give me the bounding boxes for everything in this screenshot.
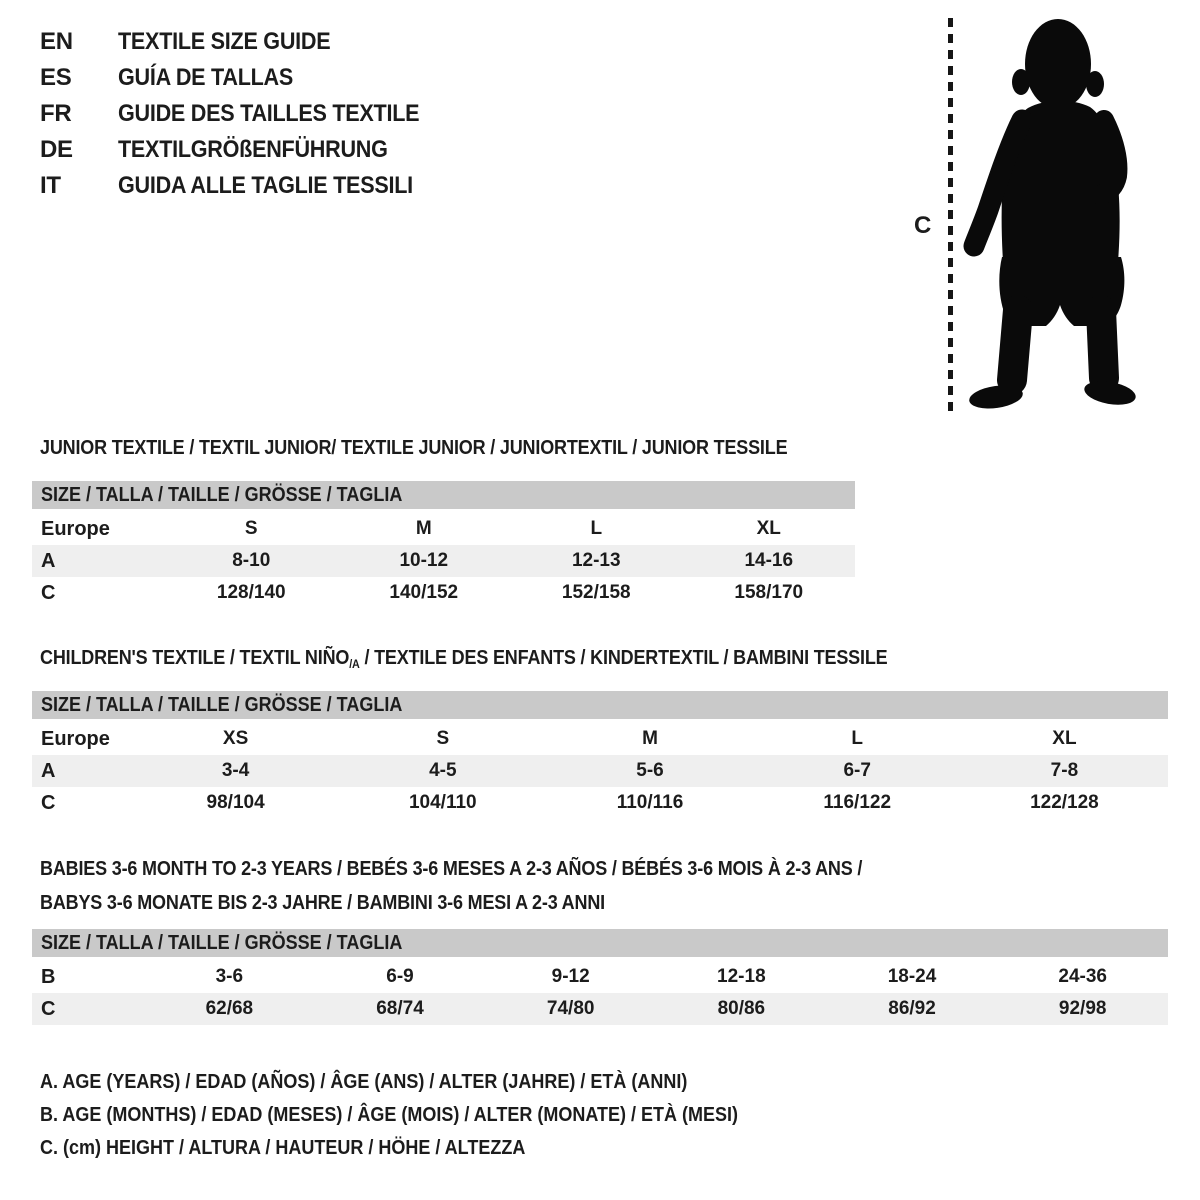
table-cell: 24-36 — [1058, 966, 1107, 987]
junior-section-title — [40, 437, 870, 460]
table-cell: 6-9 — [386, 966, 414, 987]
table-cell: 116/122 — [823, 792, 892, 813]
guide-title: TEXTILGRÖßENFÜHRUNG — [118, 136, 388, 163]
footnote-a-row — [40, 1066, 816, 1099]
table-cell: S — [436, 728, 450, 749]
table-cell: 3-4 — [221, 760, 250, 781]
table-cell: 122/128 — [1030, 792, 1099, 813]
table-cell: 86/92 — [888, 998, 936, 1019]
table-row-height — [32, 787, 1168, 819]
babies-title-line1-row — [40, 852, 954, 886]
language-code: FR — [40, 100, 72, 127]
table-row-months — [32, 961, 1168, 993]
table-cell: 110/116 — [616, 792, 684, 813]
guide-title: GUIDA ALLE TAGLIE TESSILI — [118, 172, 413, 199]
language-code: EN — [40, 28, 73, 55]
row-label: A — [41, 549, 56, 572]
table-cell: 10-12 — [399, 550, 449, 571]
babies-section-title — [40, 852, 954, 920]
language-row-en — [40, 24, 453, 60]
language-code: DE — [40, 136, 73, 163]
table-cell: 3-6 — [215, 966, 244, 987]
language-code: IT — [40, 172, 61, 199]
babies-title-line1: BABIES 3-6 MONTH TO 2-3 YEARS / BEBÉS 3-6 MESES A 2-3 AÑOS / BÉBÉS 3-6 MOIS À 2-3 ANS / — [40, 857, 863, 880]
table-cell: S — [244, 518, 258, 539]
table-row-age — [32, 545, 855, 577]
table-cell: XL — [756, 518, 781, 539]
table-cell: 14-16 — [744, 550, 794, 571]
language-row-de — [40, 132, 453, 168]
language-row-es — [40, 60, 453, 96]
row-label: C — [41, 581, 56, 604]
guide-title: TEXTILE SIZE GUIDE — [118, 28, 331, 55]
table-cell: 152/158 — [561, 582, 631, 603]
table-cell: 7-8 — [1050, 760, 1079, 781]
table-cell: 80/86 — [717, 998, 766, 1019]
height-dashed-line — [948, 18, 953, 416]
row-label: Europe — [41, 727, 110, 750]
footnote-a: A. AGE (YEARS) / EDAD (AÑOS) / ÂGE (ANS) / ALTER (JAHRE) / ETÀ (ANNI) — [40, 1071, 688, 1093]
table-cell: XS — [222, 728, 249, 749]
table-cell: 128/140 — [216, 582, 286, 603]
guide-title: GUÍA DE TALLAS — [118, 64, 294, 91]
babies-title-line2-row — [40, 886, 954, 920]
table-row-europe — [32, 723, 1168, 755]
table-cell: 98/104 — [206, 792, 265, 813]
table-cell: L — [851, 728, 864, 749]
language-row-fr — [40, 96, 453, 132]
toddler-silhouette-icon — [958, 12, 1150, 416]
table-row-height — [32, 577, 855, 609]
babies-title-line2: BABYS 3-6 MONATE BIS 2-3 JAHRE / BAMBINI 3-6 MESI A 2-3 ANNI — [40, 891, 605, 914]
table-row-height — [32, 993, 1168, 1025]
babies-size-table — [32, 929, 1168, 1025]
table-cell: XL — [1052, 728, 1077, 749]
table-cell: 8-10 — [232, 550, 271, 571]
junior-size-table — [32, 481, 855, 609]
size-header-band — [32, 481, 855, 509]
language-row-it — [40, 168, 453, 204]
table-cell: 4-5 — [429, 760, 457, 781]
table-cell: 12-13 — [571, 550, 621, 571]
footnote-c: C. (cm) HEIGHT / ALTURA / HAUTEUR / HÖHE / ALTEZZA — [40, 1137, 526, 1159]
row-label: Europe — [41, 517, 110, 540]
children-size-table — [32, 691, 1168, 819]
junior-section-title-text: JUNIOR TEXTILE / TEXTIL JUNIOR/ TEXTILE JUNIOR / JUNIORTEXTIL / JUNIOR TESSILE — [40, 437, 788, 459]
table-row-age — [32, 755, 1168, 787]
children-section-title-text — [40, 647, 887, 671]
height-measure-label: C — [914, 212, 932, 239]
table-cell: 140/152 — [389, 582, 459, 603]
size-header-text: SIZE / TALLA / TAILLE / GRÖSSE / TAGLIA — [41, 693, 403, 716]
table-cell: 5-6 — [636, 760, 664, 781]
guide-title: GUIDE DES TAILLES TEXTILE — [118, 100, 420, 127]
footnote-b: B. AGE (MONTHS) / EDAD (MESES) / ÂGE (MOIS) / ALTER (MONATE) / ETÀ (MESI) — [40, 1104, 738, 1126]
legend-footnotes — [40, 1066, 816, 1165]
table-cell: L — [590, 518, 603, 539]
children-title-before: CHILDREN'S TEXTILE / TEXTIL NIÑO — [40, 647, 350, 669]
table-cell: 9-12 — [551, 966, 590, 987]
language-title-list — [40, 24, 453, 204]
children-section-title — [40, 647, 982, 671]
table-cell: 6-7 — [843, 760, 871, 781]
table-cell: M — [415, 518, 432, 539]
table-row-europe — [32, 513, 855, 545]
table-cell: 92/98 — [1058, 998, 1107, 1019]
row-label: C — [41, 791, 56, 814]
language-code: ES — [40, 64, 72, 91]
children-title-subscript: /A — [349, 657, 360, 671]
size-header-text: SIZE / TALLA / TAILLE / GRÖSSE / TAGLIA — [41, 483, 403, 506]
table-cell: 12-18 — [717, 966, 766, 987]
table-cell: 74/80 — [546, 998, 595, 1019]
table-cell: 158/170 — [734, 582, 804, 603]
table-cell: 62/68 — [205, 998, 254, 1019]
table-cell: M — [642, 728, 658, 749]
footnote-c-row — [40, 1132, 816, 1165]
table-cell: 104/110 — [408, 792, 477, 813]
footnote-b-row — [40, 1099, 816, 1132]
row-label: A — [41, 759, 56, 782]
row-label: B — [41, 965, 56, 988]
children-title-after: / TEXTILE DES ENFANTS / KINDERTEXTIL / BAMBINI TESSILE — [359, 647, 888, 669]
size-header-band — [32, 929, 1168, 957]
table-cell: 18-24 — [887, 966, 937, 987]
size-header-band — [32, 691, 1168, 719]
table-cell: 68/74 — [376, 998, 424, 1019]
row-label: C — [41, 997, 56, 1020]
size-header-text: SIZE / TALLA / TAILLE / GRÖSSE / TAGLIA — [41, 931, 403, 954]
